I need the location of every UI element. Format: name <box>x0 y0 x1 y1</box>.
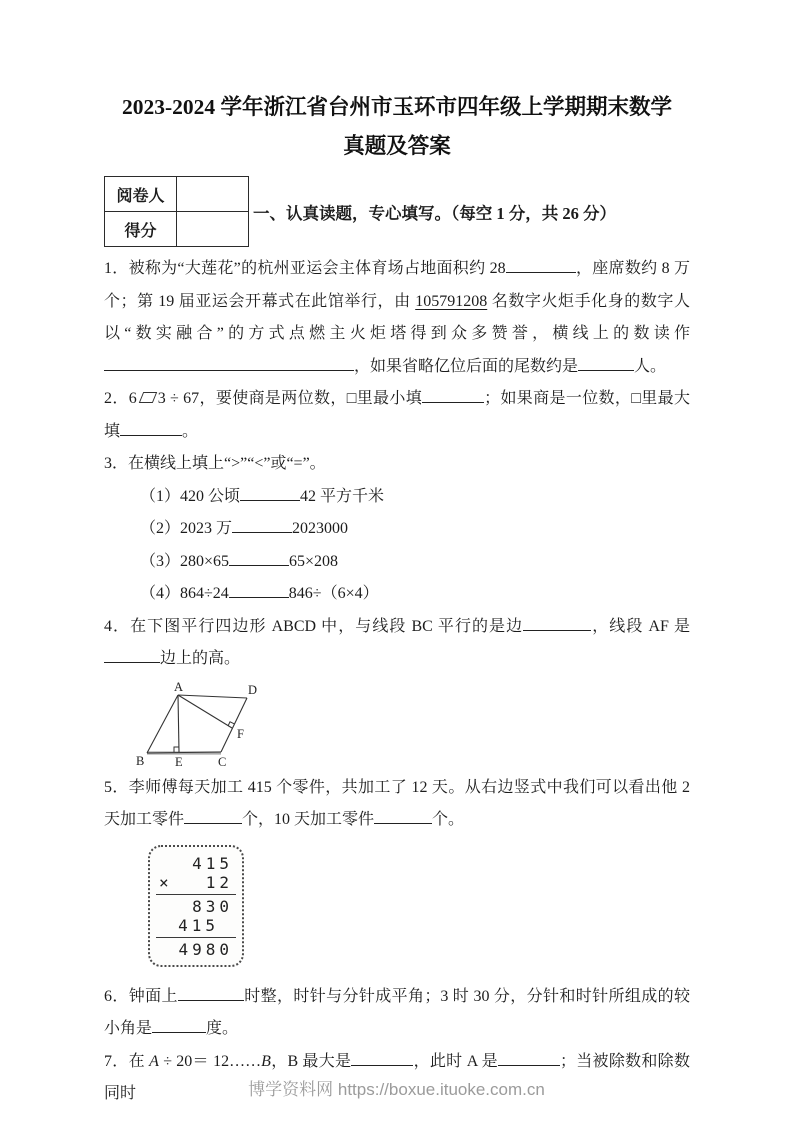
question-4 <box>104 611 690 676</box>
parallelogram-figure <box>134 680 690 772</box>
text-run: 846÷（6×4） <box>288 585 379 602</box>
text-run: ；如果商是一位数，□里最大填 <box>104 390 690 440</box>
text-run: 。 <box>182 422 199 440</box>
blank-underline <box>229 583 289 598</box>
score-table <box>104 176 249 247</box>
page-title <box>104 88 690 166</box>
footer-site-link[interactable]: 博学资料网 https://boxue.ituoke.com.cn <box>248 1080 545 1099</box>
blank-underline <box>523 616 591 631</box>
score-header-row <box>104 176 690 247</box>
blank-underline <box>240 486 300 501</box>
text-run: （2）2023 万 <box>140 520 233 537</box>
text-run: 5．李师傅每天加工 415 个零件，共加工了 12 天。从右边竖式中我们可以看出他 2 天加工零件 <box>104 778 690 828</box>
blank-underline <box>152 1018 206 1033</box>
mult-top-value: 415 <box>192 853 233 873</box>
right-angle-mark-E <box>174 747 179 752</box>
text-run: （4）864÷24 <box>140 585 229 602</box>
text-run: 3．在横线上填上“>”“<”或“=”。 <box>104 455 326 472</box>
text-run: ，座席数约 8 万个；第 19 届亚运会开幕式在此馆举行，由 <box>104 260 690 310</box>
figure-label-F: F <box>237 726 244 741</box>
reviewer-label: 阅卷人 <box>105 177 177 212</box>
blank-underline <box>184 809 242 824</box>
page-footer <box>0 1075 793 1100</box>
vertical-multiplication-wrap <box>148 845 690 967</box>
text-run: ，此时 A 是 <box>413 1052 498 1070</box>
blank-underline <box>578 356 634 371</box>
mult-partial-1-value: 830 <box>192 896 233 916</box>
question-3 <box>104 448 690 481</box>
text-run: 7．在 <box>104 1052 150 1070</box>
blank-underline <box>498 1051 560 1066</box>
mult-result <box>159 940 233 959</box>
page-title-line2: 真题及答案 <box>343 134 451 158</box>
blank-underline <box>232 518 292 533</box>
blank-underline <box>351 1051 413 1066</box>
figure-label-E: E <box>175 754 183 769</box>
blank-underline <box>178 986 244 1001</box>
blank-underline <box>104 648 160 663</box>
text-run: ÷ 20＝ 12…… <box>158 1052 262 1070</box>
text-run: 个。 <box>432 811 465 828</box>
text-run: 6．钟面上 <box>104 987 178 1005</box>
text-run: （3）280×65 <box>140 552 230 570</box>
figure-label-A: A <box>174 679 184 694</box>
question-3-item-4 <box>104 578 690 611</box>
parallelogram-figure-svg <box>134 680 272 772</box>
text-run: 4．在下图平行四边形 ABCD 中，与线段 BC 平行的是边 <box>104 617 524 635</box>
text-run: 名数字火炬手化身的数字人以“数实融合”的方式点燃主火炬塔得到众多赞誉，横线上的数读作 <box>104 292 690 342</box>
reviewer-value-cell <box>177 177 249 212</box>
text-run: （1）420 公顷 <box>140 487 241 505</box>
text-run: 2．6 <box>104 390 137 407</box>
text-run: A <box>149 1052 159 1070</box>
mult-rule-1 <box>156 894 236 895</box>
text-run: ；当被除数和除数同时 <box>104 1052 690 1102</box>
question-1 <box>104 253 690 383</box>
blank-underline <box>422 388 484 403</box>
figure-label-D: D <box>248 682 258 697</box>
question-3-item-1 <box>104 481 690 514</box>
text-run: 65×208 <box>289 552 339 570</box>
text-run: 度。 <box>206 1020 239 1037</box>
text-run: 个，10 天加工零件 <box>242 811 375 828</box>
mult-partial-2 <box>159 916 233 935</box>
score-value-cell <box>177 212 249 247</box>
figure-label-C: C <box>218 754 227 769</box>
text-run: 3 ÷ 67，要使商是两位数，□里最小填 <box>157 390 423 407</box>
question-3-item-2 <box>104 513 690 546</box>
question-5 <box>104 772 690 837</box>
text-run: B <box>261 1052 271 1070</box>
section-1-heading: 一、认真读题，专心填写。（每空 1 分，共 26 分） <box>253 203 616 223</box>
vertical-multiplication-box <box>148 845 244 967</box>
mult-rule-2 <box>156 937 236 938</box>
text-run: 42 平方千米 <box>300 487 385 505</box>
blank-underline <box>506 258 576 273</box>
multiply-sign: × <box>159 872 169 892</box>
mult-partial-1 <box>159 897 233 916</box>
blank-underline <box>120 421 182 436</box>
mult-multiplier-value: 12 <box>205 872 233 892</box>
height-AE <box>178 695 179 752</box>
figure-label-B: B <box>136 753 145 768</box>
mult-operator-row <box>159 873 233 892</box>
page-title-line1: 2023-2024 学年浙江省台州市玉环市四年级上学期期末数学 <box>121 95 673 119</box>
blank-underline <box>229 551 289 566</box>
question-6 <box>104 981 690 1046</box>
text-run: ，如果省略亿位后面的尾数约是 <box>354 357 579 375</box>
text-run: 2023000 <box>292 520 349 537</box>
text-run: ，B 最大是 <box>270 1052 352 1070</box>
height-AF <box>178 695 232 728</box>
blank-underline <box>104 356 354 371</box>
question-2 <box>104 383 690 448</box>
mult-partial-2-value: 415 <box>178 915 219 935</box>
blank-underline <box>374 809 432 824</box>
score-label: 得分 <box>105 212 177 247</box>
mult-result-value: 4980 <box>178 939 233 959</box>
question-3-item-3 <box>104 546 690 579</box>
text-run: 边上的高。 <box>160 650 241 667</box>
text-run: 人。 <box>634 357 667 375</box>
text-run: ，线段 AF 是 <box>591 617 690 635</box>
text-run: 1．被称为“大莲花”的杭州亚运会主体育场占地面积约 28 <box>104 260 506 277</box>
mult-multiplicand <box>159 854 233 873</box>
text-run: 时整，时针与分针成平角；3 时 30 分，分针和时针所组成的较小角是 <box>104 987 690 1037</box>
parallelogram-box-symbol <box>138 392 156 403</box>
text-run: 105791208 <box>415 292 488 310</box>
